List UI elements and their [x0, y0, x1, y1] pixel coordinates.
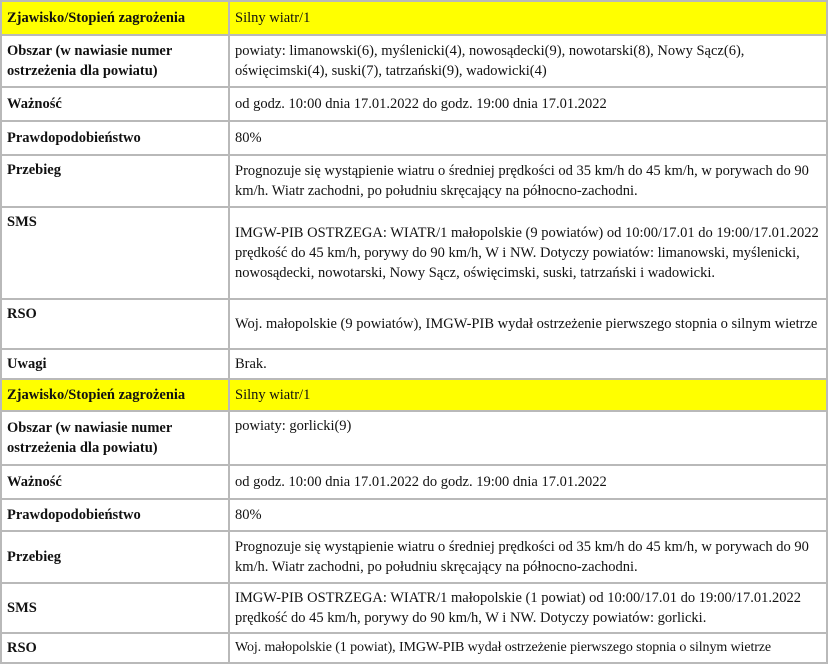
- row-label: Obszar (w nawiasie numer ostrzeżenia dla powiatu): [1, 35, 229, 87]
- row-label: SMS: [1, 583, 229, 633]
- row-label: RSO: [1, 299, 229, 349]
- row-value: Brak.: [229, 349, 827, 379]
- row-label: RSO: [1, 633, 229, 663]
- row-value: powiaty: gorlicki(9): [229, 411, 827, 465]
- row-value: 80%: [229, 499, 827, 531]
- row-label: Przebieg: [1, 155, 229, 207]
- row-label: Prawdopodobieństwo: [1, 499, 229, 531]
- warning-row-remarks: [1, 349, 827, 379]
- warning-row-probability: [1, 121, 827, 155]
- row-value: Prognozuje się wystąpienie wiatru o średniej prędkości od 35 km/h do 45 km/h, w porywach do 90 km/h. Wiatr zachodni, po południu skręcający na północno-zachodni.: [229, 531, 827, 583]
- row-value: IMGW-PIB OSTRZEGA: WIATR/1 małopolskie (9 powiatów) od 10:00/17.01 do 19:00/17.01.2022 prędkość do 45 km/h, porywy do 90 km/h, W i NW. Dotyczy powiatów: limanowski, myślenicki, nowosądecki, nowotarski, Nowy Sącz, oświęcimski, suski, tatrzański i wadowicki.: [229, 207, 827, 299]
- row-value: IMGW-PIB OSTRZEGA: WIATR/1 małopolskie (1 powiat) od 10:00/17.01 do 19:00/17.01.2022 prędkość do 45 km/h, porywy do 90 km/h, W i NW. Dotyczy powiatów: gorlicki.: [229, 583, 827, 633]
- warning-row-area: [1, 35, 827, 87]
- row-label: Prawdopodobieństwo: [1, 121, 229, 155]
- warning-row-validity: [1, 465, 827, 499]
- warning-header-row: [1, 379, 827, 411]
- row-label: SMS: [1, 207, 229, 299]
- row-value: Prognozuje się wystąpienie wiatru o średniej prędkości od 35 km/h do 45 km/h, w porywach do 90 km/h. Wiatr zachodni, po południu skręcający na północno-zachodni.: [229, 155, 827, 207]
- warning-row-course: [1, 531, 827, 583]
- row-label: Ważność: [1, 87, 229, 121]
- row-label: Przebieg: [1, 531, 229, 583]
- row-value: od godz. 10:00 dnia 17.01.2022 do godz. 19:00 dnia 17.01.2022: [229, 87, 827, 121]
- row-value: powiaty: limanowski(6), myślenicki(4), nowosądecki(9), nowotarski(8), Nowy Sącz(6), oświęcimski(4), suski(7), tatrzański(9), wadowicki(4): [229, 35, 827, 87]
- row-value: Silny wiatr/1: [229, 1, 827, 35]
- row-label: Zjawisko/Stopień zagrożenia: [1, 379, 229, 411]
- row-value: Silny wiatr/1: [229, 379, 827, 411]
- warning-row-course: [1, 155, 827, 207]
- row-label: Ważność: [1, 465, 229, 499]
- warning-row-validity: [1, 87, 827, 121]
- row-value: Woj. małopolskie (1 powiat), IMGW-PIB wydał ostrzeżenie pierwszego stopnia o silnym wietrze: [229, 633, 827, 663]
- warning-row-sms: [1, 583, 827, 633]
- row-value: 80%: [229, 121, 827, 155]
- warning-row-probability: [1, 499, 827, 531]
- warning-row-rso: [1, 633, 827, 663]
- warning-row-area: [1, 411, 827, 465]
- row-label: Obszar (w nawiasie numer ostrzeżenia dla powiatu): [1, 411, 229, 465]
- warning-header-row: [1, 1, 827, 35]
- row-value: Woj. małopolskie (9 powiatów), IMGW-PIB wydał ostrzeżenie pierwszego stopnia o silnym wietrze: [229, 299, 827, 349]
- warning-table-2: [0, 378, 828, 664]
- row-value: od godz. 10:00 dnia 17.01.2022 do godz. 19:00 dnia 17.01.2022: [229, 465, 827, 499]
- row-label: Zjawisko/Stopień zagrożenia: [1, 1, 229, 35]
- warning-row-sms: [1, 207, 827, 299]
- row-label: Uwagi: [1, 349, 229, 379]
- warning-row-rso: [1, 299, 827, 349]
